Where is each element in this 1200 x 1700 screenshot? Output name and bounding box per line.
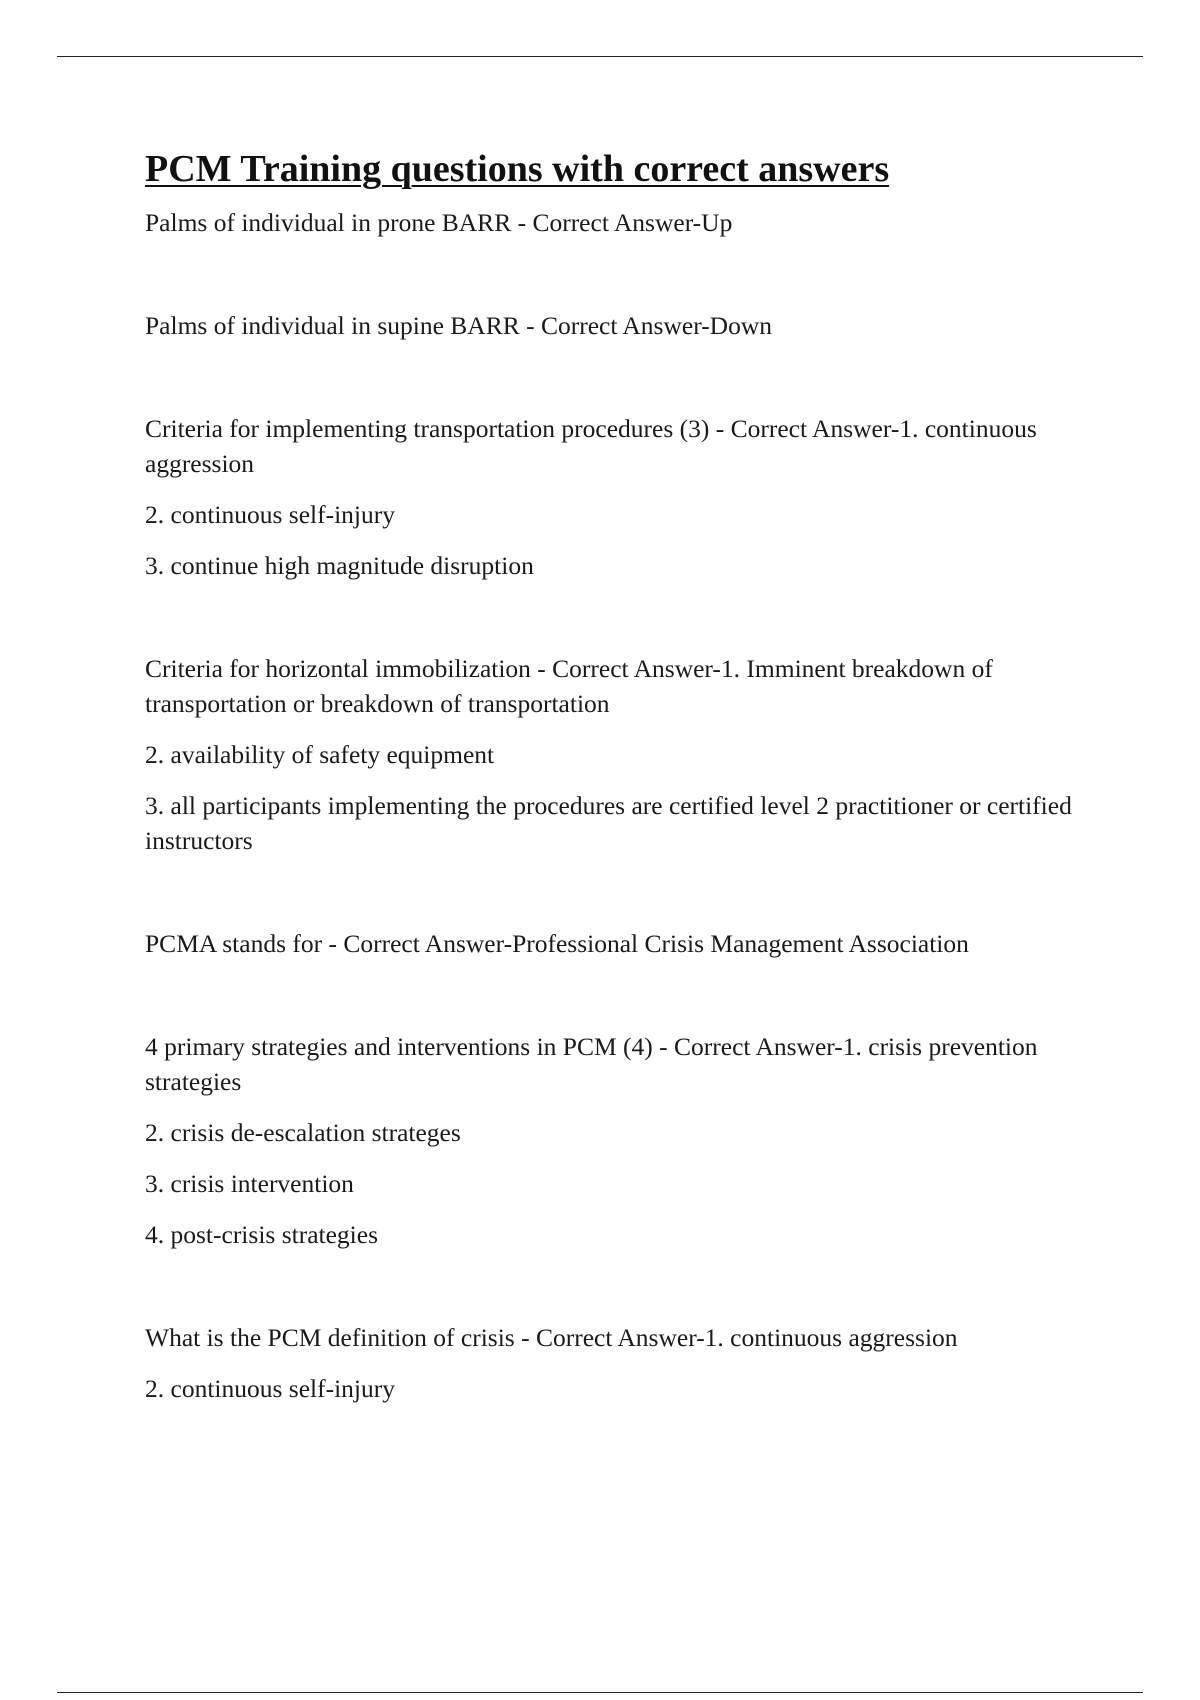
qa-line: Criteria for horizontal immobilization - Correct Answer-1. Imminent breakdown of transportation or breakdown of transportation [145, 654, 993, 718]
bottom-rule [57, 1692, 1143, 1693]
qa-line: 2. availability of safety equipment [145, 740, 495, 769]
qa-item [145, 1320, 1095, 1406]
qa-item [145, 926, 1095, 961]
top-rule [57, 56, 1143, 57]
qa-line: PCMA stands for - Correct Answer-Professional Crisis Management Association [145, 929, 969, 958]
qa-line: 3. continue high magnitude disruption [145, 551, 534, 580]
qa-item [145, 411, 1095, 583]
qa-line: 2. continuous self-injury [145, 500, 396, 529]
qa-line: 2. continuous self-injury [145, 1374, 396, 1403]
qa-line: 3. all participants implementing the procedures are certified level 2 practitioner or certified instructors [145, 791, 1072, 855]
qa-line: Palms of individual in prone BARR - Correct Answer-Up [145, 208, 733, 237]
qa-item [145, 308, 1095, 343]
qa-line: 2. crisis de-escalation strateges [145, 1118, 461, 1147]
qa-line: Palms of individual in supine BARR - Correct Answer-Down [145, 311, 773, 340]
qa-item [145, 205, 1095, 240]
qa-line: 4. post-crisis strategies [145, 1220, 378, 1249]
qa-item [145, 651, 1095, 858]
qa-line: What is the PCM definition of crisis - Correct Answer-1. continuous aggression [145, 1323, 958, 1352]
qa-line: Criteria for implementing transportation procedures (3) - Correct Answer-1. continuous aggression [145, 414, 1037, 478]
document-title: PCM Training questions with correct answers [145, 148, 890, 190]
qa-item [145, 1029, 1095, 1252]
qa-line: 4 primary strategies and interventions in PCM (4) - Correct Answer-1. crisis prevention strategies [145, 1032, 1038, 1096]
document-body [145, 143, 1095, 1406]
qa-line: 3. crisis intervention [145, 1169, 354, 1198]
